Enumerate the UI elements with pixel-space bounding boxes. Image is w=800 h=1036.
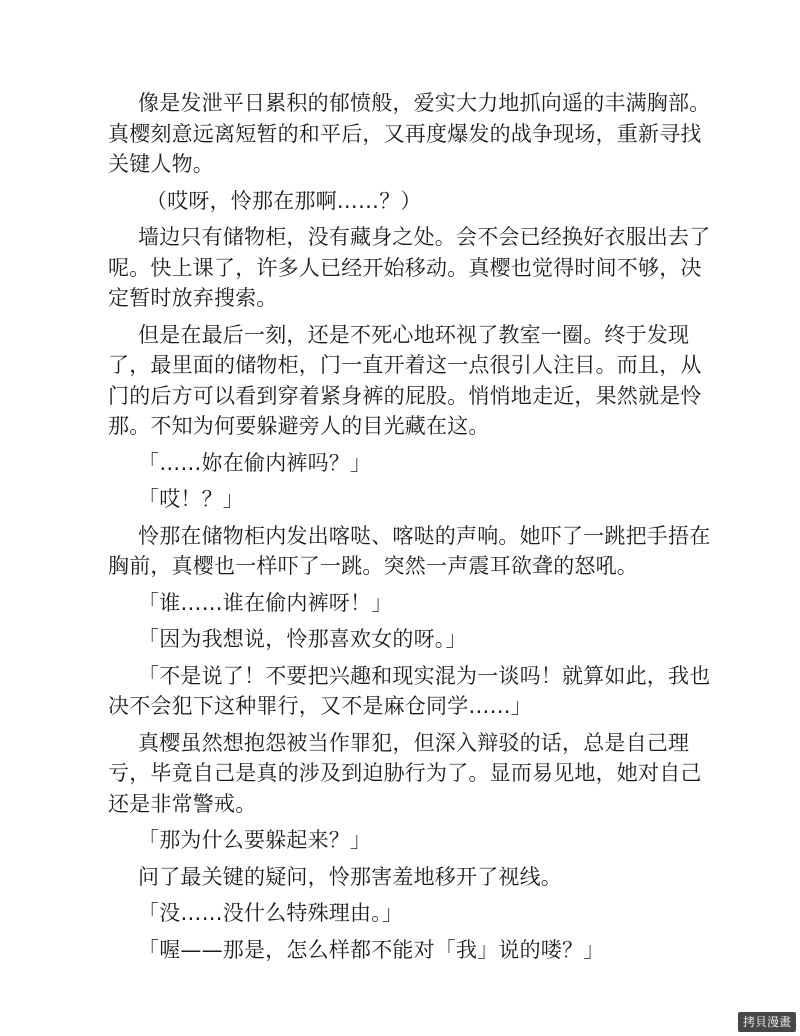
paragraph-1: 像是发泄平日累积的郁愤般，爱实大力地抓向遥的丰满胸部。真樱刻意远离短暂的和平后，又再度爆发的战争现场，重新寻找关键人物。 <box>108 91 711 176</box>
dialogue-line-4: 「因为我想说，怜那喜欢女的呀。」 <box>138 627 467 651</box>
paragraph-3: 墙边只有储物柜，没有藏身之处。会不会已经换好衣服出去了呢。快上课了，许多人已经开始移动。真樱也觉得时间不够，决定暂时放弃搜索。 <box>108 225 711 310</box>
dialogue-line-3: 「谁……谁在偷内裤呀！」 <box>138 590 393 615</box>
dialogue-line-2: 「哎！？」 <box>138 487 244 511</box>
page-text-body <box>108 88 712 971</box>
paragraph-4: 但是在最后一刻，还是不死心地环视了教室一圈。终于发现了，最里面的储物柜，门一直开着这一点很引人注目。而且，从门的后方可以看到穿着紧身裤的屁股。悄悄地走近，果然就是怜那。不知为何要躲避旁人的目光藏在这。 <box>108 322 702 438</box>
dialogue-line-1: 「……妳在偷内裤吗？」 <box>138 450 372 475</box>
dialogue-line-6: 「那为什么要躲起来？」 <box>138 828 372 852</box>
dialogue-line-7: 「没……没什么特殊理由。」 <box>138 901 404 925</box>
dialogue-line-8: 「喔——那是，怎么样都不能对「我」说的喽？」 <box>138 937 605 962</box>
watermark-logo: 拷貝漫畫 <box>738 1012 796 1032</box>
paragraph-2: （哎呀，怜那在那啊……？） <box>146 188 422 213</box>
paragraph-5: 怜那在储物柜内发出喀哒、喀哒的声响。她吓了一跳把手捂在胸前，真樱也一样吓了一跳。突然一声震耳欲聋的怒吼。 <box>108 523 711 578</box>
paragraph-6: 真樱虽然想抱怨被当作罪犯，但深入辩驳的话，总是自己理亏，毕竟自己是真的涉及到迫胁行为了。显而易见地，她对自己还是非常警戒。 <box>108 730 702 816</box>
paragraph-7: 问了最关键的疑问，怜那害羞地移开了视线。 <box>138 864 562 889</box>
dialogue-line-5: 「不是说了！不要把兴趣和现实混为一谈吗！就算如此，我也决不会犯下这种罪行，又不是麻仓同学……」 <box>108 663 711 718</box>
